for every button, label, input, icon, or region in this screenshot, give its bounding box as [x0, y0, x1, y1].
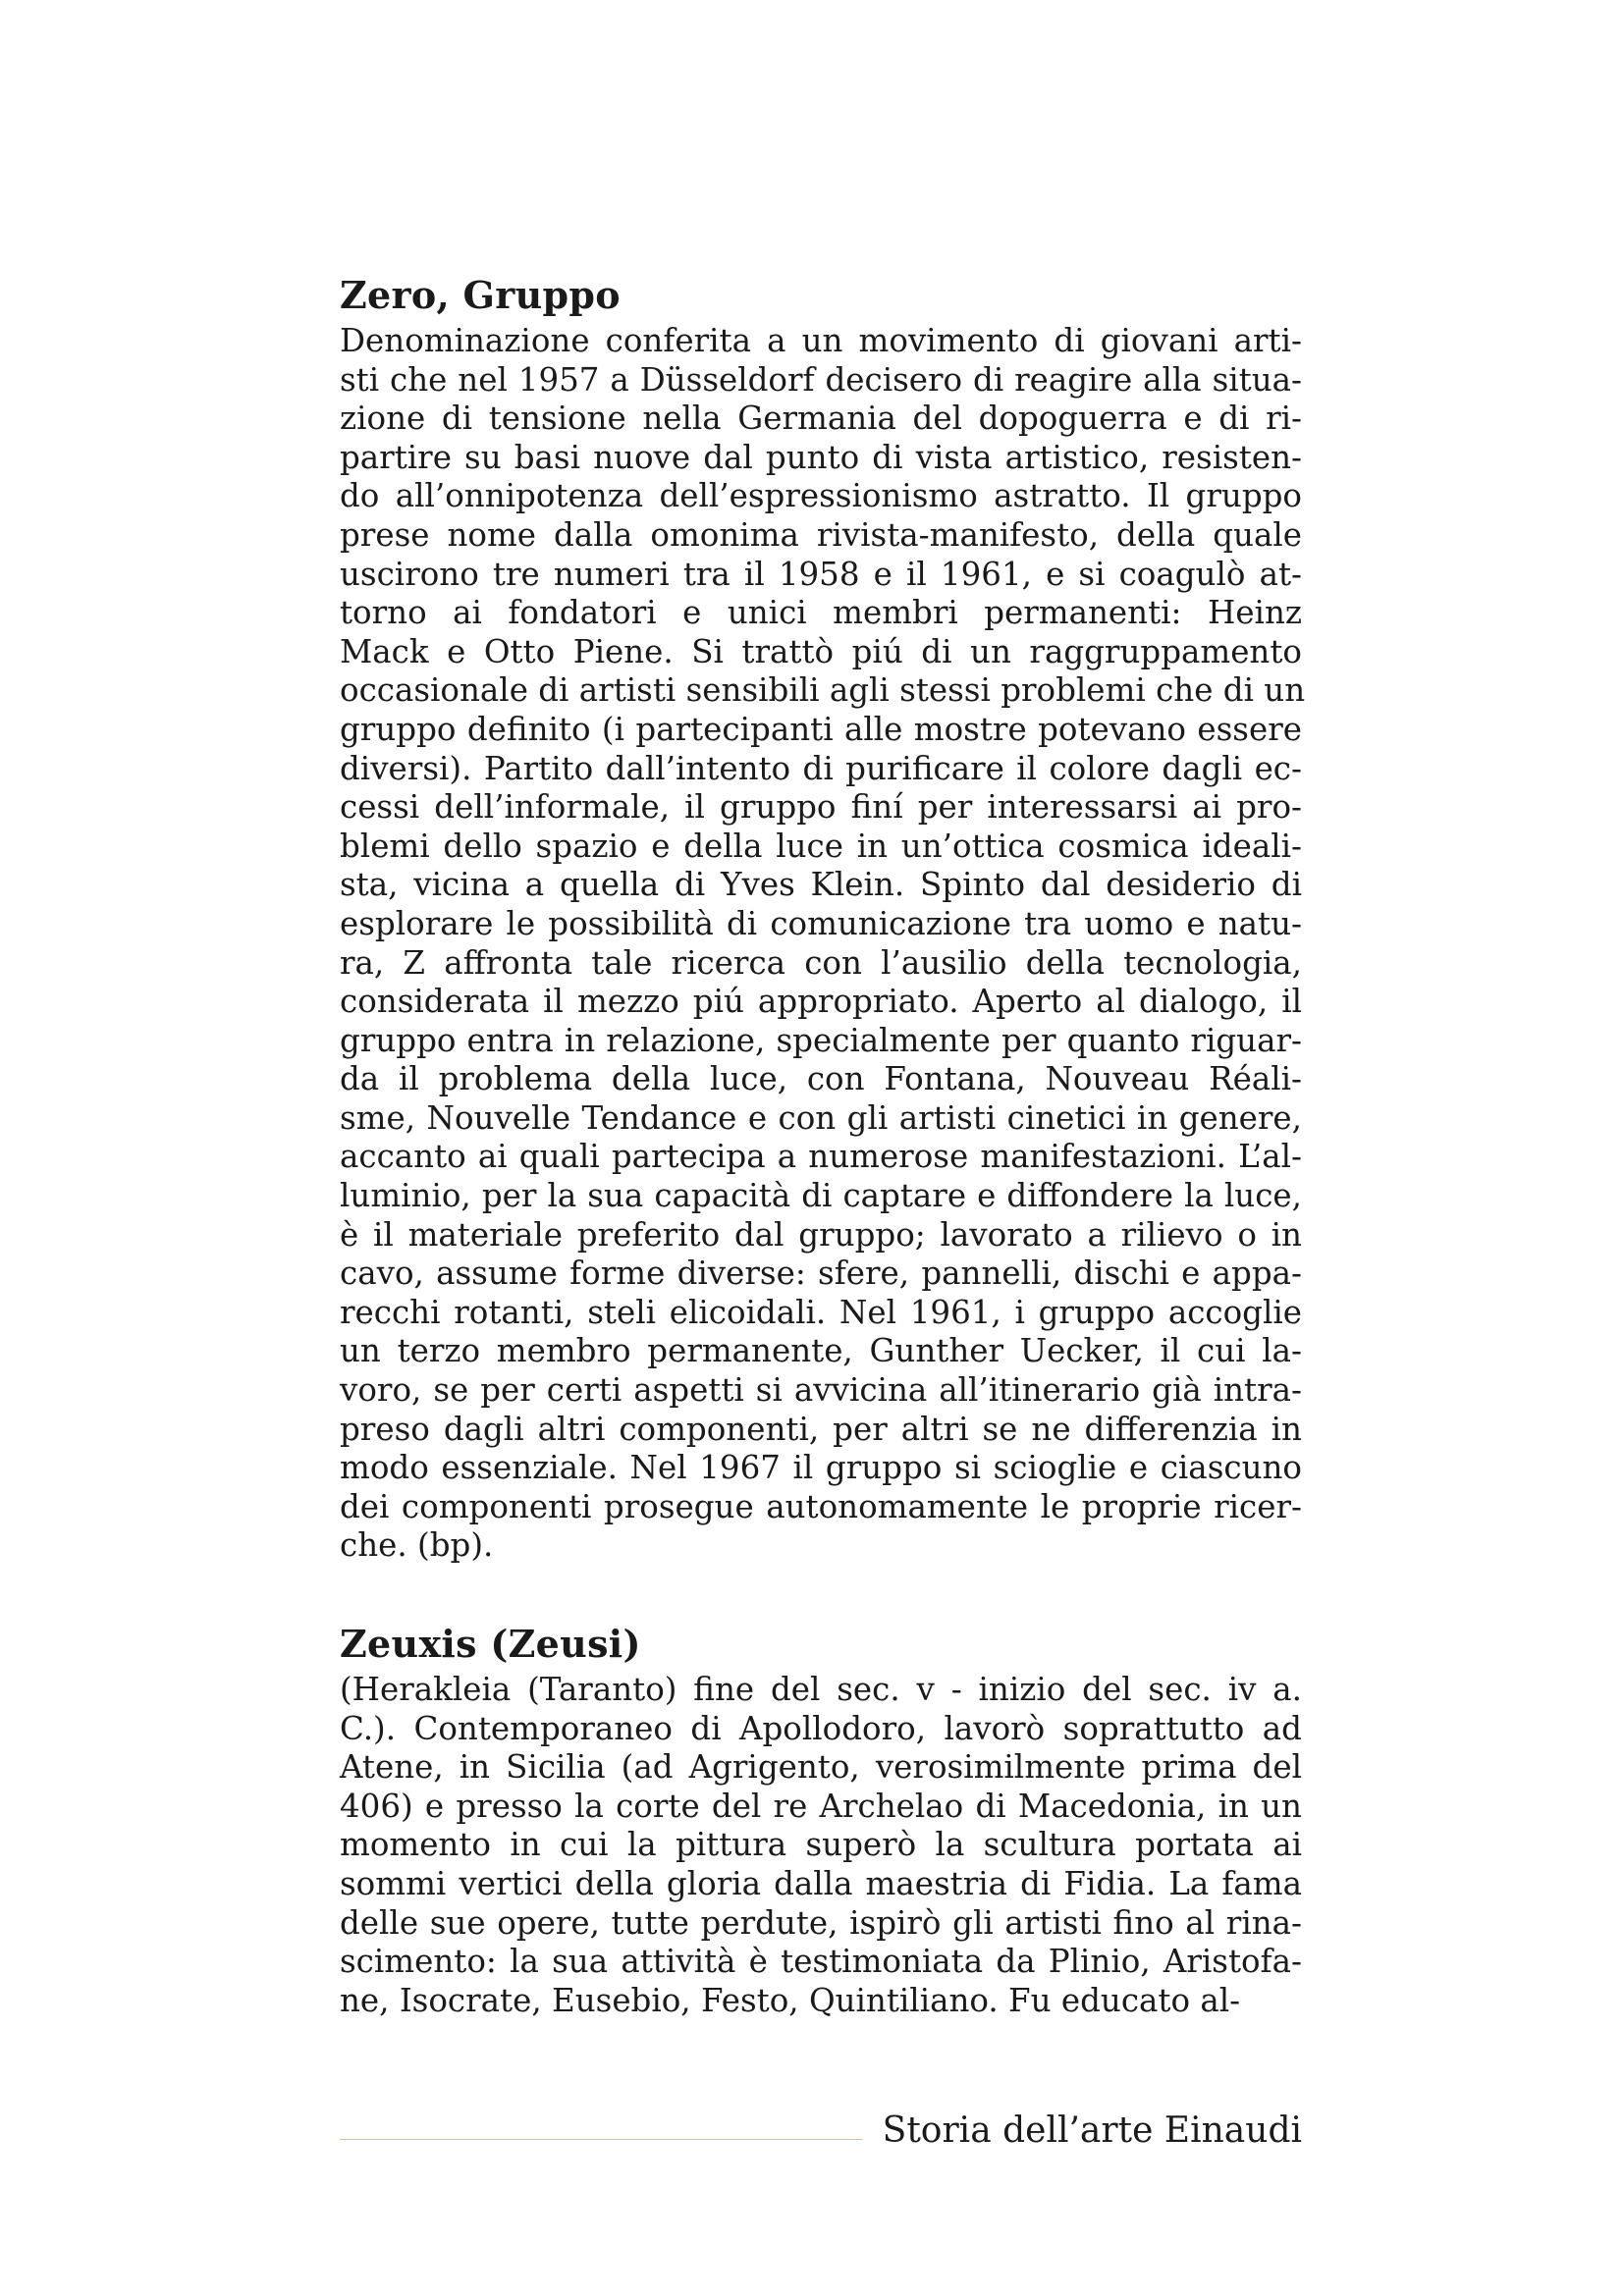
- body-line: torno ai fondatori e unici membri permanenti: Heinz: [340, 594, 1302, 632]
- body-line: un terzo membro permanente, Gunther Uecker, il cui la-: [340, 1332, 1302, 1370]
- body-line: sta, vicina a quella di Yves Klein. Spinto dal desiderio di: [340, 866, 1302, 904]
- body-line: cessi dell’informale, il gruppo finí per interessarsi ai pro-: [340, 788, 1302, 827]
- body-line: sti che nel 1957 a Düsseldorf decisero di reagire alla situa-: [340, 360, 1302, 399]
- footer-rule: [340, 2139, 862, 2140]
- body-line: voro, se per certi aspetti si avvicina all’itinerario già intra-: [340, 1371, 1302, 1410]
- body-line: considerata il mezzo piú appropriato. Aperto al dialogo, il: [340, 983, 1302, 1021]
- body-line: che. (bp).: [340, 1526, 494, 1565]
- body-line: luminio, per la sua capacità di captare e diffondere la luce,: [340, 1177, 1302, 1215]
- body-line: Atene, in Sicilia (ad Agrigento, verosimilmente prima del: [340, 1748, 1302, 1787]
- body-line: scimento: la sua attività è testimoniata da Plinio, Aristofa-: [340, 1943, 1302, 1981]
- body-line: diversi). Partito dall’intento di purificare il colore dagli ec-: [340, 749, 1302, 787]
- entry-body: [340, 1671, 1302, 2020]
- entry-title: Zero, Gruppo: [340, 273, 621, 317]
- body-line: ne, Isocrate, Eusebio, Festo, Quintiliano. Fu educato al-: [340, 1981, 1241, 2019]
- body-line: C.). Contemporaneo di Apollodoro, lavorò soprattutto ad: [340, 1709, 1302, 1747]
- body-line: è il materiale preferito dal gruppo; lavorato a rilievo o in: [340, 1215, 1302, 1254]
- body-line: gruppo entra in relazione, specialmente per quanto riguar-: [340, 1021, 1302, 1059]
- body-line: ra, Z affronta tale ricerca con l’ausilio della tecnologia,: [340, 943, 1302, 982]
- body-line: prese nome dalla omonima rivista-manifesto, della quale: [340, 515, 1302, 554]
- body-line: uscirono tre numeri tra il 1958 e il 1961, e si coagulò at-: [340, 555, 1302, 593]
- body-line: Denominazione conferita a un movimento di giovani arti-: [340, 322, 1302, 359]
- body-line: modo essenziale. Nel 1967 il gruppo si scioglie e ciascuno: [340, 1449, 1302, 1487]
- body-line: occasionale di artisti sensibili agli stessi problemi che di un: [340, 671, 1306, 710]
- body-line: da il problema della luce, con Fontana, Nouveau Réali-: [340, 1060, 1302, 1098]
- body-line: partire su basi nuove dal punto di vista artistico, resisten-: [340, 438, 1302, 476]
- body-line: blemi dello spazio e della luce in un’ottica cosmica ideali-: [340, 827, 1302, 865]
- body-line: zione di tensione nella Germania del dopoguerra e di ri-: [340, 400, 1302, 438]
- body-line: momento in cui la pittura superò la scultura portata ai: [340, 1826, 1302, 1864]
- body-line: sommi vertici della gloria dalla maestria di Fidia. La fama: [340, 1864, 1302, 1902]
- body-line: sme, Nouvelle Tendance e con gli artisti cinetici in genere,: [340, 1098, 1302, 1137]
- body-line: 406) e presso la corte del re Archelao di Macedonia, in un: [340, 1787, 1302, 1825]
- page-footer: [340, 2109, 1302, 2158]
- entry-zeuxis: [340, 1622, 1302, 2020]
- entry-zero-gruppo: [340, 273, 1306, 1566]
- body-line: Mack e Otto Piene. Si trattò piú di un raggruppamento: [340, 632, 1302, 670]
- entry-body: [340, 322, 1306, 1566]
- body-line: accanto ai quali partecipa a numerose manifestazioni. L’al-: [340, 1138, 1302, 1176]
- footer-publication-title: Storia dell’arte Einaudi: [882, 2110, 1302, 2151]
- body-line: dei componenti prosegue autonomamente le proprie ricer-: [340, 1487, 1302, 1525]
- entry-title: Zeuxis (Zeusi): [340, 1622, 641, 1666]
- body-line: cavo, assume forme diverse: sfere, pannelli, dischi e appa-: [340, 1255, 1302, 1293]
- body-line: delle sue opere, tutte perdute, ispirò gli artisti fino al rina-: [340, 1903, 1302, 1942]
- body-line: (Herakleia (Taranto) fine del sec. v - inizio del sec. iv a.: [340, 1671, 1302, 1708]
- body-line: preso dagli altri componenti, per altri se ne differenzia in: [340, 1410, 1302, 1448]
- body-line: gruppo definito (i partecipanti alle mostre potevano essere: [340, 710, 1302, 748]
- body-line: do all’onnipotenza dell’espressionismo astratto. Il gruppo: [340, 477, 1302, 515]
- body-line: recchi rotanti, steli elicoidali. Nel 1961, i gruppo accoglie: [340, 1293, 1302, 1331]
- body-line: esplorare le possibilità di comunicazione tra uomo e natu-: [340, 904, 1302, 942]
